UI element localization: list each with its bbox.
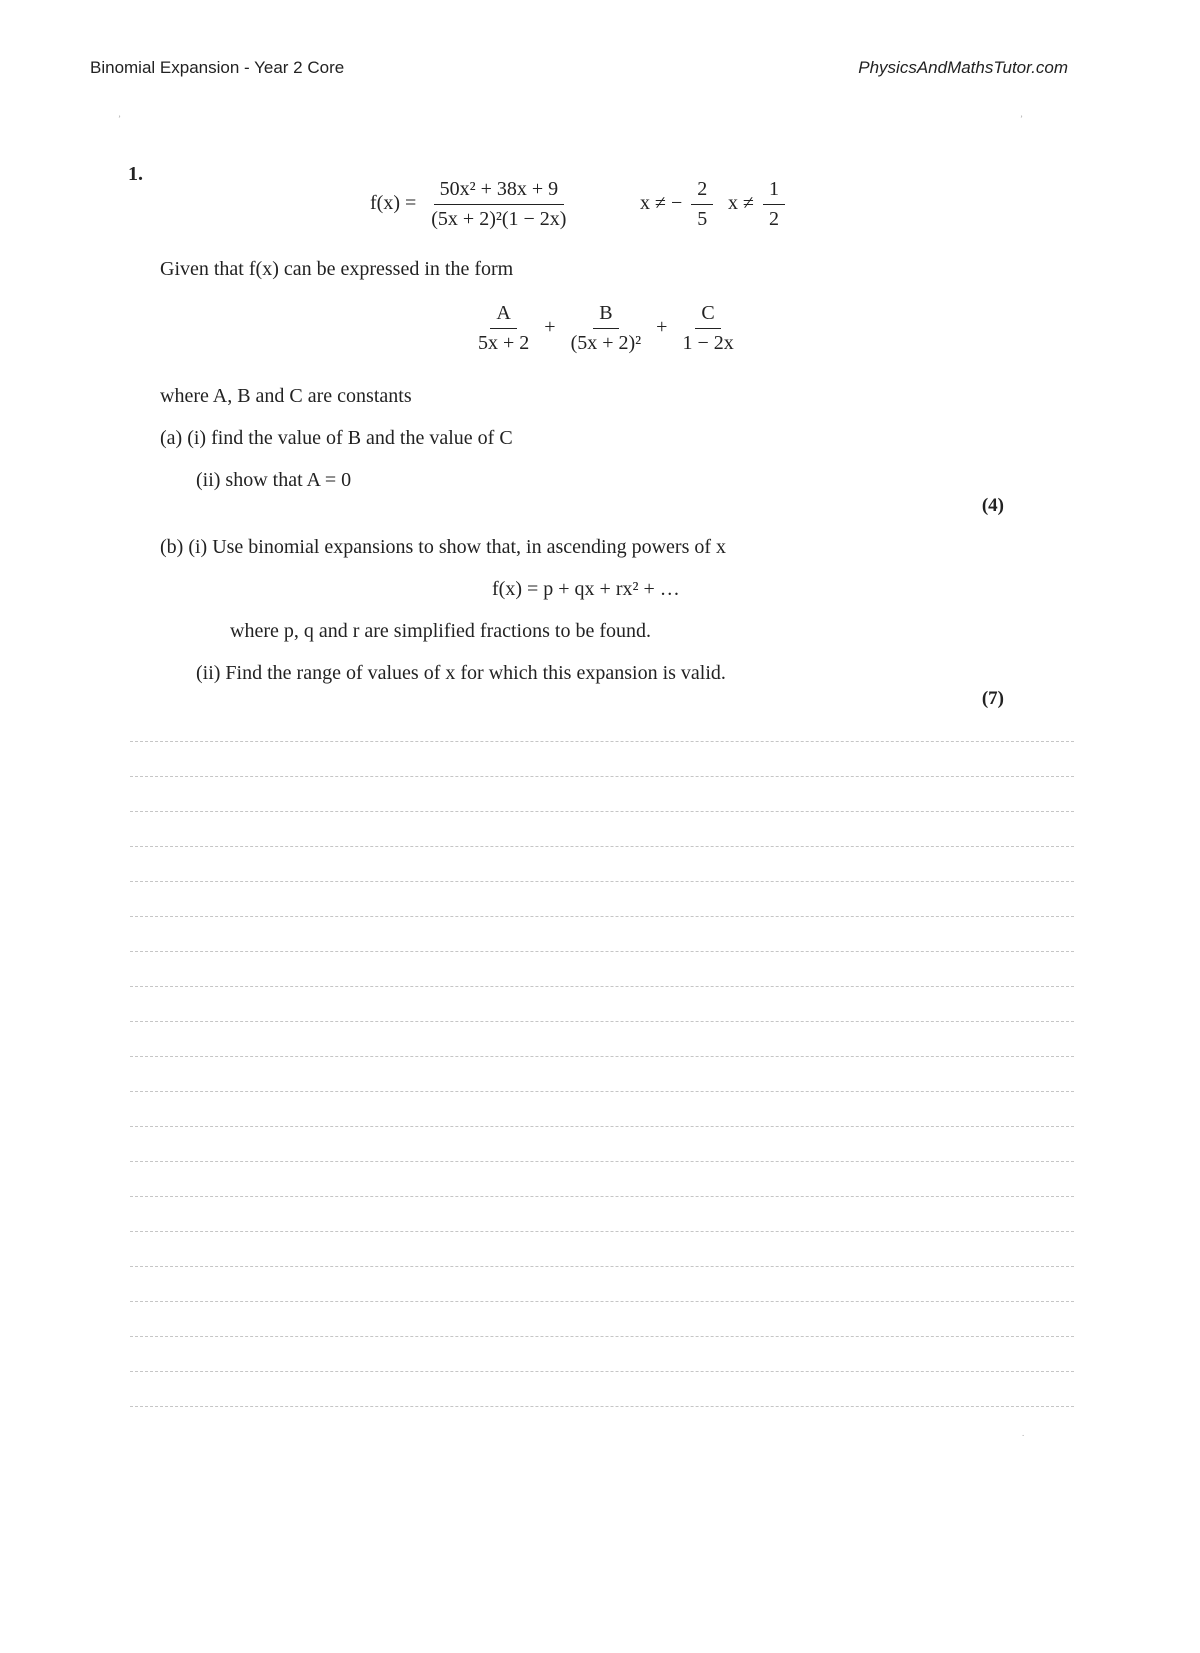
pf3-den: 1 − 2x: [682, 332, 734, 354]
where-pqr-text: where p, q and r are simplified fractions to be found.: [230, 620, 651, 642]
intro-text: Given that f(x) can be expressed in the form: [160, 258, 514, 280]
answer-line[interactable]: [130, 881, 1074, 882]
partial-fraction-3: [676, 302, 739, 355]
function-denominator: (5x + 2)²(1 − 2x): [431, 208, 567, 230]
header-left: Binomial Expansion - Year 2 Core: [90, 58, 345, 77]
pf1-den: 5x + 2: [478, 332, 530, 354]
answer-line[interactable]: [130, 1371, 1074, 1372]
pf2-num: B: [593, 302, 618, 329]
function-numerator: 50x² + 38x + 9: [434, 178, 565, 205]
condition-1: [640, 178, 717, 231]
part-a-ii: (ii) show that A = 0: [196, 469, 352, 491]
pf2-den: (5x + 2)²: [570, 332, 642, 354]
function-definition: [370, 178, 576, 231]
answer-line[interactable]: [130, 811, 1074, 812]
answer-line[interactable]: [130, 1301, 1074, 1302]
answer-line[interactable]: [130, 1091, 1074, 1092]
answer-line[interactable]: [130, 1266, 1074, 1267]
answer-line[interactable]: [130, 776, 1074, 777]
part-b-i: (b) (i) Use binomial expansions to show that, in ascending powers of x: [160, 536, 727, 558]
answer-line[interactable]: [130, 1161, 1074, 1162]
marks-a: (4): [981, 495, 1004, 516]
answer-line[interactable]: [130, 1196, 1074, 1197]
crop-mark: ʼ: [1020, 114, 1023, 124]
constants-text: where A, B and C are constants: [160, 385, 412, 407]
condition-2-den: 2: [768, 208, 779, 230]
condition-1-num: 2: [691, 178, 713, 205]
function-fraction: [425, 178, 572, 231]
condition-2-lhs: x ≠: [728, 192, 754, 215]
part-b-ii: (ii) Find the range of values of x for which this expansion is valid.: [196, 662, 726, 684]
question-number: 1.: [128, 163, 143, 185]
condition-1-fraction: [691, 178, 713, 231]
function-lhs: f(x) =: [370, 192, 417, 215]
answer-line[interactable]: [130, 986, 1074, 987]
plus-sign: +: [544, 316, 556, 339]
plus-sign: +: [656, 316, 668, 339]
answer-line[interactable]: [130, 846, 1074, 847]
answer-line[interactable]: [130, 951, 1074, 952]
partial-fraction-1: [472, 302, 535, 355]
crop-mark: ʼ: [118, 114, 121, 124]
answer-line[interactable]: [130, 741, 1074, 742]
condition-2-num: 1: [763, 178, 785, 205]
condition-1-den: 5: [697, 208, 708, 230]
condition-2: [728, 178, 789, 231]
answer-line[interactable]: [130, 1336, 1074, 1337]
partial-fraction-form: [468, 302, 744, 355]
answer-line[interactable]: [130, 1056, 1074, 1057]
condition-1-lhs: x ≠ −: [640, 192, 683, 215]
header-right: PhysicsAndMathsTutor.com: [858, 58, 1068, 77]
condition-2-fraction: [763, 178, 785, 231]
answer-line[interactable]: [130, 1126, 1074, 1127]
crop-mark: .: [1022, 1428, 1025, 1438]
answer-line[interactable]: [130, 1021, 1074, 1022]
marks-b: (7): [981, 688, 1004, 709]
pf1-num: A: [490, 302, 516, 329]
expansion: f(x) = p + qx + rx² + …: [492, 578, 680, 600]
part-a-i: (a) (i) find the value of B and the value of C: [160, 427, 513, 449]
answer-line[interactable]: [130, 1406, 1074, 1407]
answer-line[interactable]: [130, 916, 1074, 917]
pf3-num: C: [695, 302, 720, 329]
partial-fraction-2: [565, 302, 648, 355]
answer-line[interactable]: [130, 1231, 1074, 1232]
